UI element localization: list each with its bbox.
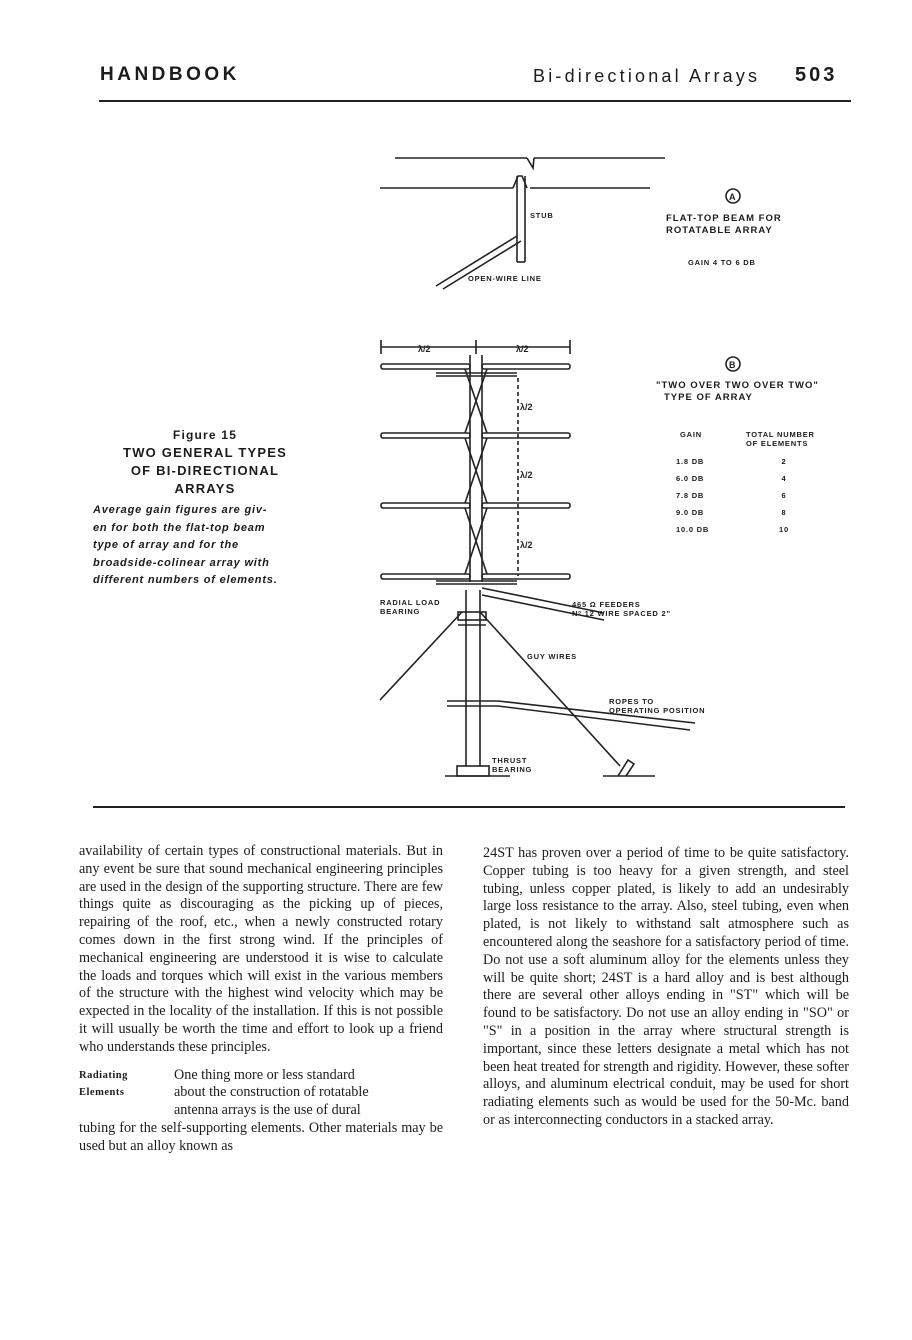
- guy-wires-label: GUY WIRES: [527, 652, 577, 661]
- caption-line-4: broadside-colinear array with: [93, 556, 270, 569]
- figure-caption: [105, 426, 305, 498]
- dim-label-1: λ/2: [418, 344, 431, 354]
- right-column: [483, 845, 849, 1130]
- element-1-right: [482, 364, 570, 369]
- stub-label: STUB: [530, 211, 554, 220]
- gain-row-3: 7.8 DB: [676, 491, 705, 500]
- radiating-elements-section: [79, 1067, 443, 1120]
- caption-text: [93, 502, 308, 590]
- figure-label: Figure 15: [172, 428, 238, 442]
- fig-b-title-2: TYPE OF ARRAY: [664, 392, 753, 403]
- gain-column: [676, 453, 709, 538]
- side-heading-1: Radiating: [79, 1069, 128, 1081]
- feeders-label-2: Nº 12 WIRE SPACED 2": [572, 609, 671, 618]
- gain-row-2: 6.0 DB: [676, 474, 705, 483]
- fig-a-gain: GAIN 4 TO 6 DB: [688, 258, 756, 267]
- elements-row-4: 8: [781, 508, 787, 517]
- side-heading: [79, 1067, 174, 1120]
- gain-row-5: 10.0 DB: [676, 525, 710, 534]
- running-head-section: Bi-directional Arrays: [533, 66, 761, 86]
- elements-row-3: 6: [781, 491, 787, 500]
- left-paragraph-2: tubing for the self-supporting elements. Other materials may be used but an alloy known as: [79, 1119, 443, 1154]
- marker-b: B: [729, 360, 736, 370]
- elements-column: [776, 453, 792, 538]
- feeders-label-1: 465 Ω FEEDERS: [572, 600, 641, 609]
- figure-rule: [93, 806, 845, 808]
- indent-line-2: about the construction of rotatable: [174, 1084, 369, 1101]
- open-wire-line-label: OPEN-WIRE LINE: [468, 274, 542, 283]
- fig-a-title-2: ROTATABLE ARRAY: [666, 225, 773, 236]
- element-3-right: [482, 503, 570, 508]
- left-paragraph-1: availability of certain types of constructional materials. But in any event be sure that sound mechanical engineering principles are used in the design of the supporting structure. There are few things quite as discouraging as the picking up of pieces, repairing of the roof, etc., when a newly constructed rotary comes down in the first strong wind. If the principles of mechanical engineering are understood it is wise to calculate the loads and torques which will exist in the various members of the structure with the highest wind velocity which may be expected in the locality of the installation. If this is not possible it will usually be worth the time and effort to look up a friend who understands these principles.: [79, 843, 443, 1055]
- caption-title-3: ARRAYS: [174, 481, 236, 496]
- indented-lines: [174, 1067, 443, 1120]
- elements-row-1: 2: [781, 457, 787, 466]
- caption-line-2: en for both the flat-top beam: [93, 521, 266, 534]
- side-heading-2: Elements: [79, 1086, 125, 1098]
- radial-load-label-1: RADIAL LOAD: [380, 598, 441, 607]
- radial-load-label-2: BEARING: [380, 607, 421, 616]
- dim-label-5: λ/2: [520, 540, 533, 550]
- element-2-right: [482, 433, 570, 438]
- thrust-bearing: [457, 766, 489, 776]
- dim-label-3: λ/2: [520, 402, 533, 412]
- element-1-left: [381, 364, 470, 369]
- element-3-left: [381, 503, 470, 508]
- page-number: 503: [795, 64, 838, 86]
- caption-title-1: TWO GENERAL TYPES: [123, 445, 287, 460]
- caption-line-5: different numbers of elements.: [93, 574, 278, 586]
- thrust-label-2: BEARING: [492, 765, 533, 774]
- elements-row-5: 10: [779, 525, 789, 534]
- elements-row-2: 4: [781, 474, 787, 483]
- element-4-right: [482, 574, 570, 579]
- dim-label-4: λ/2: [520, 470, 533, 480]
- gain-row-1: 1.8 DB: [676, 457, 705, 466]
- thrust-label-1: THRUST: [492, 756, 528, 765]
- ropes-label-2: OPERATING POSITION: [609, 706, 706, 715]
- guy-wire-right: [480, 612, 620, 766]
- marker-a: A: [729, 192, 736, 202]
- guy-wire-left: [380, 612, 462, 700]
- element-4-left: [381, 574, 470, 579]
- fig-a-title-1: FLAT-TOP BEAM FOR: [666, 213, 782, 224]
- caption-line-3: type of array and for the: [93, 539, 239, 551]
- fig-b-title-1: "TWO OVER TWO OVER TWO": [656, 380, 819, 391]
- ropes-label-1: ROPES TO: [609, 697, 655, 706]
- gain-table-header: GAIN: [680, 430, 702, 439]
- indent-line-3: antenna arrays is the use of dural: [174, 1102, 361, 1119]
- elements-table-header-1: TOTAL NUMBER: [746, 430, 815, 439]
- caption-title-2: OF BI-DIRECTIONAL: [130, 463, 280, 478]
- left-column: [79, 843, 443, 1156]
- indent-line-1: One thing more or less standard: [174, 1066, 355, 1083]
- dim-label-2: λ/2: [516, 344, 529, 354]
- gain-row-4: 9.0 DB: [676, 508, 705, 517]
- running-head-title: HANDBOOK: [100, 64, 240, 85]
- element-2-left: [381, 433, 470, 438]
- elements-table-header-2: OF ELEMENTS: [746, 439, 809, 448]
- right-paragraph: 24ST has proven over a period of time to be quite satisfactory. Copper tubing is too heavy for a given strength, and steel tubing, unless copper plated, is likely to add an undesirably large loss resistance to the array. Also, steel tubing, even when plated, is not likely to withstand salt atmosphere such as encountered along the seashore for a satisfactory period of time. Do not use a soft aluminum alloy for the elements unless they will be quite short; 24ST is a hard alloy and is best although there are several other alloys ending in "ST" which will be found to be satisfactory. Do not use an alloy ending in "SO" or "S" in a position in the array where structural strength is important, since these letters designate a metal which has not been heat treated for strength and rigidity. However, these softer alloys, and aluminum electrical conduit, may be used for short radiating elements such as would be used for the 50-Mc. band or as interconnecting conductors in a stacked array.: [483, 845, 849, 1128]
- caption-line-1: Average gain figures are giv-: [93, 504, 268, 516]
